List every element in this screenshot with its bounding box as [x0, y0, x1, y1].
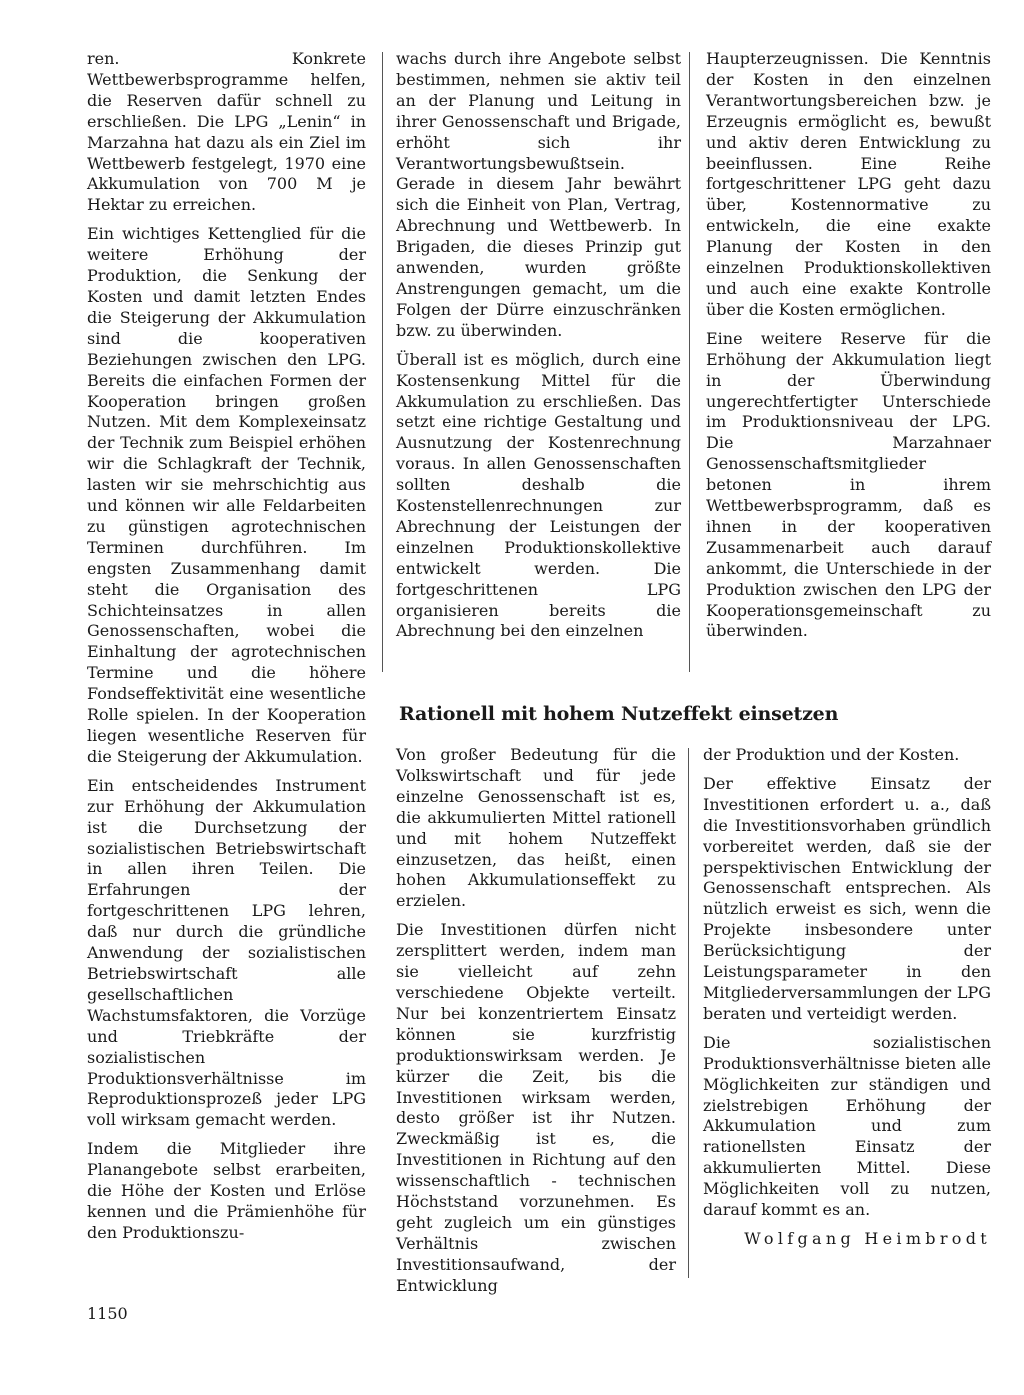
column-divider	[688, 748, 689, 1278]
section-left-column	[396, 745, 676, 1305]
section-right-column	[703, 745, 991, 1250]
paragraph: Indem die Mitglieder ihre Planangebote selbst erarbeiten, die Höhe der Kosten und Erlöse kennen und die Prämienhöhe für den Produktionszu-	[87, 1139, 366, 1242]
paragraph: Die sozialistischen Produktionsverhältnisse bieten alle Möglichkeiten zur ständigen und zielstrebigen Erhöhung der Akkumulation und zum rationellsten Einsatz der akkumulierten Mittel. Diese Möglichkeiten voll zu nutzen, darauf kommt es an.	[703, 1032, 991, 1220]
paragraph: Von großer Bedeutung für die Volkswirtschaft und für jede einzelne Genossenschaft ist es, die akkumulierten Mittel rationell und mit hohem Nutzeffekt einzusetzen, das heißt, einen hohen Akkumulationseffekt zu erzielen.	[396, 745, 676, 911]
page-number: 1150	[87, 1304, 128, 1323]
paragraph: Ein wichtiges Kettenglied für die weitere Erhöhung der Produktion, die Senkung der Kosten und damit letzten Endes die Steigerung der Akkumulation sind die kooperativen Beziehungen zwischen den LPG. Bereits die einfachen Formen der Kooperation bringen großen Nutzen. Mit dem Komplexeinsatz der Technik zum Beispiel erhöhen wir die Schlagkraft der Technik, lasten wir sie mehrschichtig aus und können wir alle Feldarbeiten zu günstigen agrotechnischen Terminen durchführen. Im engsten Zusammenhang damit steht die Organisation des Schichteinsatzes in allen Genossenschaften, wobei die Einhaltung der agrotechnischen Termine und die höhere Fondseffektivität eine wesentliche Rolle spielen. In der Kooperation liegen wesentliche Reserven für die Steigerung der Akkumulation.	[87, 224, 366, 766]
column-divider	[382, 52, 383, 672]
paragraph: Der effektive Einsatz der Investitionen erfordert u. a., daß die Investitionsvorhaben gründlich vorbereitet werden, daß sie der perspektivischen Entwicklung der Genossenschaft entsprechen. Als nützlich erweist es sich, wenn die Projekte insbesondere unter Berücksichtigung der Leistungsparameter in den Mitgliederversammlungen der LPG beraten und verteidigt werden.	[703, 773, 991, 1023]
paragraph: Haupterzeugnissen. Die Kenntnis der Kosten in den einzelnen Verantwortungsbereichen bzw. je Erzeugnis ermöglicht es, bewußt und aktiv deren Entwicklung zu beeinflussen. Eine Reihe fortgeschrittener LPG geht dazu über, Kostennormative zu entwickeln, die eine exakte Planung der Kosten in den einzelnen Produktionskollektiven und auch eine exakte Kontrolle über die Kosten ermöglichen.	[706, 49, 991, 319]
middle-column	[396, 49, 681, 650]
author-name: Wolfgang Heimbrodt	[744, 1228, 991, 1248]
section-heading: Rationell mit hohem Nutzeffekt einsetzen	[399, 703, 839, 725]
paragraph: Ein entscheidendes Instrument zur Erhöhung der Akkumulation ist die Durchsetzung der sozialistischen Betriebswirtschaft in allen ihren Teilen. Die Erfahrungen der fortgeschrittenen LPG lehren, daß nur durch die gründliche Anwendung der sozialistischen Betriebswirtschaft alle gesellschaftlichen Wachstumsfaktoren, die Vorzüge und Triebkräfte der sozialistischen Produktionsverhältnisse im Reproduktionsprozeß jeder LPG voll wirksam gemacht werden.	[87, 775, 366, 1130]
right-column	[706, 49, 991, 650]
paragraph: Überall ist es möglich, durch eine Kostensenkung Mittel für die Akkumulation zu erschließen. Das setzt eine richtige Gestaltung und Ausnutzung der Kostenrechnung voraus. In allen Genossenschaften sollten deshalb die Kostenstellenrechnungen zur Abrechnung der Leistungen der einzelnen Produktionskollektive entwickelt werden. Die fortgeschrittenen LPG organisieren bereits die Abrechnung bei den einzelnen	[396, 349, 681, 641]
paragraph: Eine weitere Reserve für die Erhöhung der Akkumulation liegt in der Überwindung ungerechtfertigter Unterschiede im Produktionsniveau der LPG. Die Marzahnaer Genossenschaftsmitglieder betonen in ihrem Wettbewerbsprogramm, daß es ihnen in der kooperativen Zusammenarbeit auch darauf ankommt, die Unterschiede in der Produktion zwischen den LPG der Kooperationsgemeinschaft zu überwinden.	[706, 328, 991, 641]
paragraph: ren. Konkrete Wettbewerbsprogramme helfen, die Reserven dafür schnell zu erschließen. Die LPG „Lenin“ in Marzahna hat dazu als ein Ziel im Wettbewerb festgelegt, 1970 eine Akkumulation von 700 M je Hektar zu erreichen.	[87, 49, 366, 215]
paragraph: wachs durch ihre Angebote selbst bestimmen, nehmen sie aktiv teil an der Planung und Leitung in ihrer Genossenschaft und Brigade, erhöht sich ihr Verantwortungsbewußtsein. Gerade in diesem Jahr bewährt sich die Einheit von Plan, Vertrag, Abrechnung und Wettbewerb. In Brigaden, die dieses Prinzip gut anwenden, wurden größte Anstrengungen gemacht, um die Folgen der Dürre einzuschränken bzw. zu überwinden.	[396, 49, 681, 340]
paragraph: Die Investitionen dürfen nicht zersplittert werden, indem man sie vielleicht auf zehn verschiedene Objekte verteilt. Nur bei konzentriertem Einsatz können sie kurzfristig produktionswirksam werden. Je kürzer die Zeit, bis die Investitionen wirksam werden, desto größer ist ihr Nutzen. Zweckmäßig ist es, die Investitionen in Richtung auf den wissenschaftlich - technischen Höchststand vorzunehmen. Es geht zugleich um ein günstiges Verhältnis zwischen Investitionsaufwand, der Entwicklung	[396, 920, 676, 1295]
paragraph: der Produktion und der Kosten.	[703, 745, 960, 764]
left-column	[87, 49, 366, 1252]
column-divider	[689, 52, 690, 672]
